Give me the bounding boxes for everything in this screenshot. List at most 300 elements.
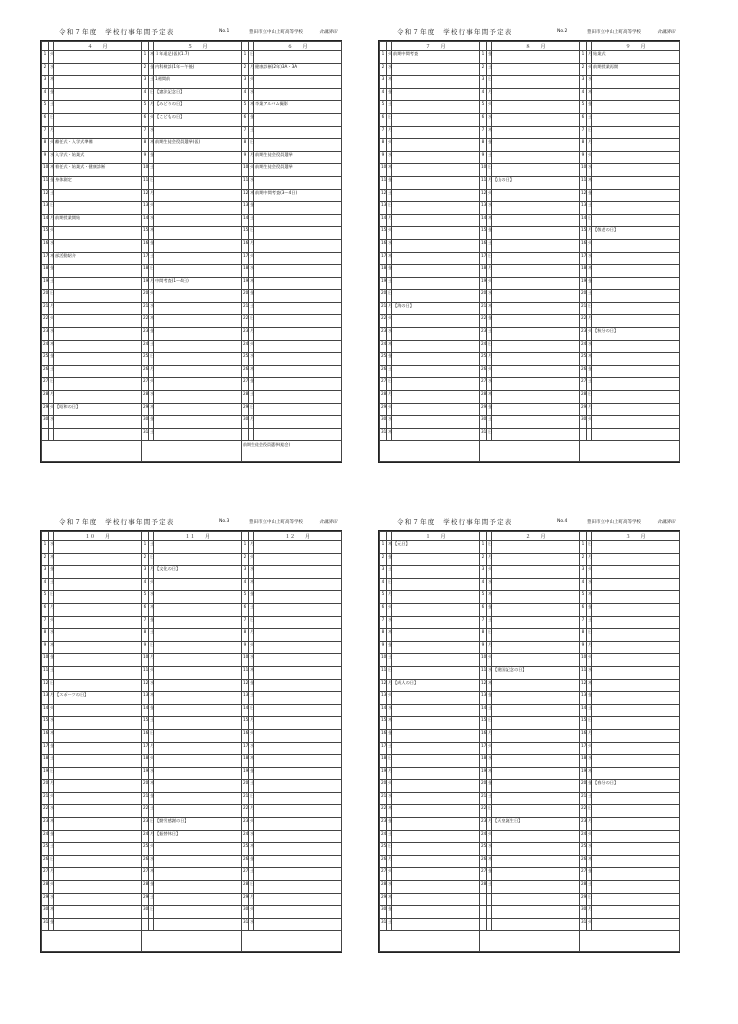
day-number: 20 [242, 290, 249, 303]
day-number: 20 [42, 290, 49, 303]
event-cell [392, 328, 480, 341]
day-number: 26 [480, 365, 487, 378]
notes-row [380, 931, 680, 952]
day-number: 8 [42, 629, 49, 642]
day-number: 16 [480, 729, 487, 742]
day-number: 30 [42, 906, 49, 919]
event-cell [54, 855, 142, 868]
weekday: 土 [487, 151, 492, 164]
event-cell [54, 868, 142, 881]
event-cell [54, 265, 142, 278]
day-number: 27 [42, 378, 49, 391]
event-cell [154, 189, 242, 202]
day-number: 22 [242, 315, 249, 328]
day-number: 30 [380, 906, 387, 919]
day-row [42, 227, 342, 240]
day-row [380, 666, 680, 679]
weekday: 日 [387, 578, 392, 591]
day-row [42, 616, 342, 629]
weekday: 水 [249, 918, 254, 931]
notes-row [42, 441, 342, 462]
event-cell [154, 591, 242, 604]
weekday: 水 [49, 717, 54, 730]
event-cell [492, 755, 580, 768]
event-cell [154, 290, 242, 303]
day-row [42, 428, 342, 441]
event-cell [154, 654, 242, 667]
event-cell [154, 353, 242, 366]
day-number: 15 [480, 717, 487, 730]
weekday: 火 [587, 63, 592, 76]
day-number: 27 [142, 378, 149, 391]
weekday: 木 [387, 629, 392, 642]
event-cell [154, 666, 242, 679]
weekday: 日 [49, 378, 54, 391]
weekday: 土 [249, 126, 254, 139]
day-number: 27 [242, 378, 249, 391]
day-row [380, 290, 680, 303]
day-number: 21 [580, 792, 587, 805]
schedule-page-1 [40, 28, 342, 463]
weekday: 火 [487, 101, 492, 114]
weekday: 月 [387, 302, 392, 315]
weekday: 水 [387, 616, 392, 629]
event-cell [54, 428, 142, 441]
event-cell [154, 767, 242, 780]
event-cell [54, 51, 142, 64]
day-col-header [242, 532, 249, 541]
event-cell [492, 302, 580, 315]
weekday: 月 [587, 315, 592, 328]
weekday: 木 [49, 553, 54, 566]
event-cell [54, 302, 142, 315]
day-number: 11 [242, 176, 249, 189]
weekday: 土 [149, 805, 154, 818]
event-cell [392, 277, 480, 290]
event-cell [54, 553, 142, 566]
event-cell [54, 290, 142, 303]
month-header-row [380, 42, 680, 51]
weekday: 日 [487, 164, 492, 177]
weekday: 金 [387, 88, 392, 101]
event-cell [392, 214, 480, 227]
day-number: 8 [480, 629, 487, 642]
weekday: 日 [587, 391, 592, 404]
weekday: 木 [487, 126, 492, 139]
weekday: 日 [149, 553, 154, 566]
day-row [42, 881, 342, 894]
day-number: 11 [480, 176, 487, 189]
day-number: 26 [142, 365, 149, 378]
day-number: 3 [380, 76, 387, 89]
event-cell [492, 265, 580, 278]
weekday: 火 [49, 616, 54, 629]
event-cell [154, 378, 242, 391]
day-number: 17 [42, 252, 49, 265]
day-number: 25 [142, 353, 149, 366]
day-row [380, 403, 680, 416]
weekday: 木 [249, 189, 254, 202]
day-number: 9 [580, 641, 587, 654]
day-row [42, 365, 342, 378]
day-number: 23 [380, 818, 387, 831]
weekday: 水 [249, 566, 254, 579]
weekday: 月 [149, 566, 154, 579]
day-row [380, 189, 680, 202]
event-cell [154, 692, 242, 705]
event-cell: 【敬老の日】 [592, 227, 680, 240]
event-cell [254, 654, 342, 667]
day-number: 26 [42, 855, 49, 868]
weekday: 金 [149, 239, 154, 252]
weekday: 月 [149, 189, 154, 202]
event-cell [492, 918, 580, 931]
event-cell [592, 277, 680, 290]
day-number: 29 [42, 893, 49, 906]
weekday: 日 [149, 729, 154, 742]
event-cell: 【昭和の日】 [54, 403, 142, 416]
weekday: 金 [49, 830, 54, 843]
day-number: 14 [480, 704, 487, 717]
weekday: 土 [587, 113, 592, 126]
day-row [42, 51, 342, 64]
day-number: 22 [480, 805, 487, 818]
day-number: 30 [380, 416, 387, 429]
day-number: 17 [380, 252, 387, 265]
event-cell [592, 378, 680, 391]
weekday: 土 [387, 654, 392, 667]
day-number: 7 [580, 126, 587, 139]
day-number: 10 [142, 654, 149, 667]
day-row [380, 830, 680, 843]
day-number: 2 [580, 63, 587, 76]
weekday: 火 [149, 578, 154, 591]
day-number: 2 [480, 63, 487, 76]
weekday: 火 [149, 290, 154, 303]
day-number: 30 [580, 906, 587, 919]
month-header: １１ 月 [154, 532, 242, 541]
month-header: ７ 月 [392, 42, 480, 51]
day-number: 11 [380, 666, 387, 679]
event-cell [54, 918, 142, 931]
weekday: 金 [149, 792, 154, 805]
event-cell [592, 868, 680, 881]
month-notes [142, 441, 242, 462]
day-row [42, 315, 342, 328]
month-notes [480, 931, 580, 952]
event-cell [492, 855, 580, 868]
day-number: 5 [42, 591, 49, 604]
day-row [380, 603, 680, 616]
day-number: 26 [42, 365, 49, 378]
event-cell: 部活動紹介 [54, 252, 142, 265]
day-row [42, 328, 342, 341]
weekday: 日 [487, 428, 492, 441]
weekday: 水 [387, 63, 392, 76]
weekday: 土 [49, 755, 54, 768]
event-cell [254, 578, 342, 591]
event-cell [492, 63, 580, 76]
day-number: 25 [580, 843, 587, 856]
weekday: 土 [487, 881, 492, 894]
schedule-title: 令和７年度 学校行事年間予定表 [59, 28, 175, 36]
day-number: 6 [480, 603, 487, 616]
weekday: 木 [387, 76, 392, 89]
day-number: 29 [380, 403, 387, 416]
day-number [580, 428, 587, 441]
weekday: 日 [387, 290, 392, 303]
event-cell: 前期授業再開 [592, 63, 680, 76]
weekday: 水 [249, 265, 254, 278]
day-number: 28 [42, 391, 49, 404]
weekday: 火 [587, 654, 592, 667]
weekday: 月 [587, 139, 592, 152]
day-number: 15 [42, 227, 49, 240]
event-cell [54, 239, 142, 252]
day-number: 22 [142, 315, 149, 328]
day-number: 16 [380, 239, 387, 252]
event-cell [592, 692, 680, 705]
weekday: 金 [487, 868, 492, 881]
day-number: 5 [380, 591, 387, 604]
day-number: 26 [380, 855, 387, 868]
weekday: 火 [49, 704, 54, 717]
day-number: 10 [480, 164, 487, 177]
day-number: 29 [142, 403, 149, 416]
event-cell [54, 679, 142, 692]
event-cell [592, 265, 680, 278]
weekday: 金 [49, 176, 54, 189]
event-cell [592, 792, 680, 805]
day-number: 6 [580, 113, 587, 126]
event-cell: 健康診断(2年)3A・3A [254, 63, 342, 76]
weekday: 土 [587, 378, 592, 391]
day-row [42, 88, 342, 101]
event-cell [154, 214, 242, 227]
day-number: 4 [42, 88, 49, 101]
day-number: 26 [480, 855, 487, 868]
day-number: 28 [580, 391, 587, 404]
weekday: 日 [149, 641, 154, 654]
day-number: 13 [580, 202, 587, 215]
day-row [42, 654, 342, 667]
weekday: 月 [587, 906, 592, 919]
event-cell [392, 792, 480, 805]
day-number: 22 [242, 805, 249, 818]
event-cell [592, 830, 680, 843]
day-row [380, 843, 680, 856]
event-cell [392, 704, 480, 717]
event-cell: 前期中間考査 [392, 51, 480, 64]
event-cell [392, 126, 480, 139]
day-number: 27 [380, 868, 387, 881]
weekday: 土 [387, 918, 392, 931]
day-row [42, 855, 342, 868]
weekday: 金 [149, 328, 154, 341]
event-cell [154, 126, 242, 139]
schedule-page-2 [378, 28, 680, 463]
day-row [380, 868, 680, 881]
day-row [42, 151, 342, 164]
day-number: 31 [42, 918, 49, 931]
event-cell [254, 729, 342, 742]
event-cell [492, 603, 580, 616]
day-number: 11 [380, 176, 387, 189]
day-number: 8 [142, 629, 149, 642]
weekday: 金 [249, 591, 254, 604]
event-cell [492, 202, 580, 215]
event-cell: 身体測定 [54, 176, 142, 189]
weekday: 日 [49, 855, 54, 868]
day-number: 30 [142, 416, 149, 429]
weekday: 水 [387, 704, 392, 717]
page-title-bar [379, 27, 679, 39]
day-number: 20 [480, 290, 487, 303]
day-number: 22 [380, 315, 387, 328]
day-number: 2 [380, 553, 387, 566]
weekday: 日 [487, 252, 492, 265]
day-row [380, 315, 680, 328]
day-row [42, 252, 342, 265]
weekday: 木 [487, 855, 492, 868]
event-cell [492, 340, 580, 353]
day-row [380, 353, 680, 366]
day-col-header [42, 42, 49, 51]
weekday: 月 [387, 679, 392, 692]
month-notes [142, 931, 242, 952]
weekday: 木 [249, 365, 254, 378]
weekday: 木 [49, 252, 54, 265]
day-number: 27 [142, 868, 149, 881]
event-cell [154, 365, 242, 378]
event-cell: 【こどもの日】 [154, 113, 242, 126]
event-cell [592, 239, 680, 252]
weekday: 日 [49, 591, 54, 604]
event-cell [592, 729, 680, 742]
day-number: 9 [142, 151, 149, 164]
day-number: 5 [580, 591, 587, 604]
day-number: 23 [142, 818, 149, 831]
day-col-header [480, 532, 487, 541]
event-cell [592, 391, 680, 404]
day-number: 30 [242, 416, 249, 429]
month-header: ３ 月 [592, 532, 680, 541]
day-number: 4 [242, 578, 249, 591]
approval-stamp: 合議済印 [319, 30, 337, 35]
day-number: 7 [480, 126, 487, 139]
day-number: 9 [480, 641, 487, 654]
day-row [380, 239, 680, 252]
day-number: 31 [142, 428, 149, 441]
event-cell [492, 139, 580, 152]
day-row [380, 76, 680, 89]
weekday: 金 [387, 176, 392, 189]
notes-row [42, 931, 342, 952]
event-cell [254, 780, 342, 793]
event-cell [592, 629, 680, 642]
event-cell: 前期生徒会役員選挙 [254, 164, 342, 177]
day-number: 7 [380, 616, 387, 629]
event-cell [392, 918, 480, 931]
weekday: 月 [49, 126, 54, 139]
day-number: 3 [380, 566, 387, 579]
day-number: 23 [480, 818, 487, 831]
day-row [42, 742, 342, 755]
event-cell [592, 202, 680, 215]
event-cell [392, 353, 480, 366]
event-cell [254, 315, 342, 328]
weekday: 木 [487, 767, 492, 780]
event-cell [492, 792, 580, 805]
day-number [480, 893, 487, 906]
day-number: 30 [242, 906, 249, 919]
event-cell [492, 566, 580, 579]
day-number: 20 [142, 290, 149, 303]
event-cell [254, 126, 342, 139]
weekday: 月 [587, 553, 592, 566]
event-cell [254, 616, 342, 629]
weekday: 火 [587, 918, 592, 931]
weekday: 土 [49, 843, 54, 856]
weekday: 月 [49, 603, 54, 616]
day-number: 10 [380, 654, 387, 667]
month-notes [242, 931, 342, 952]
day-number: 1 [580, 541, 587, 554]
event-cell: 内科検診(1年〜午後) [154, 63, 242, 76]
event-cell [492, 101, 580, 114]
day-number: 2 [242, 553, 249, 566]
day-number: 15 [242, 227, 249, 240]
weekday: 金 [49, 654, 54, 667]
day-row [42, 265, 342, 278]
weekday: 火 [587, 742, 592, 755]
day-row [42, 767, 342, 780]
event-cell [254, 868, 342, 881]
weekday: 金 [49, 353, 54, 366]
day-number: 25 [42, 353, 49, 366]
weekday: 土 [387, 189, 392, 202]
weekday: 金 [149, 151, 154, 164]
event-cell [254, 51, 342, 64]
event-cell: 【秋分の日】 [592, 328, 680, 341]
weekday: 月 [387, 591, 392, 604]
weekday: 金 [249, 378, 254, 391]
day-row [42, 578, 342, 591]
event-cell [54, 202, 142, 215]
day-row [380, 654, 680, 667]
weekday: 土 [249, 692, 254, 705]
weekday: 火 [587, 151, 592, 164]
weekday: 土 [487, 239, 492, 252]
day-number: 17 [480, 742, 487, 755]
school-name: 豊田市立中山上町高等学校 [587, 520, 641, 525]
day-number: 3 [42, 76, 49, 89]
day-number: 9 [242, 151, 249, 164]
day-row [380, 277, 680, 290]
day-number: 4 [580, 578, 587, 591]
day-number: 13 [380, 692, 387, 705]
day-number: 15 [480, 227, 487, 240]
weekday: 日 [387, 113, 392, 126]
event-cell: 着任式・始業式・健康診断 [54, 164, 142, 177]
weekday: 水 [49, 805, 54, 818]
weekday: 月 [149, 742, 154, 755]
day-number: 16 [42, 239, 49, 252]
day-number: 17 [380, 742, 387, 755]
event-cell [254, 893, 342, 906]
weekday: 水 [49, 416, 54, 429]
event-cell [154, 641, 242, 654]
